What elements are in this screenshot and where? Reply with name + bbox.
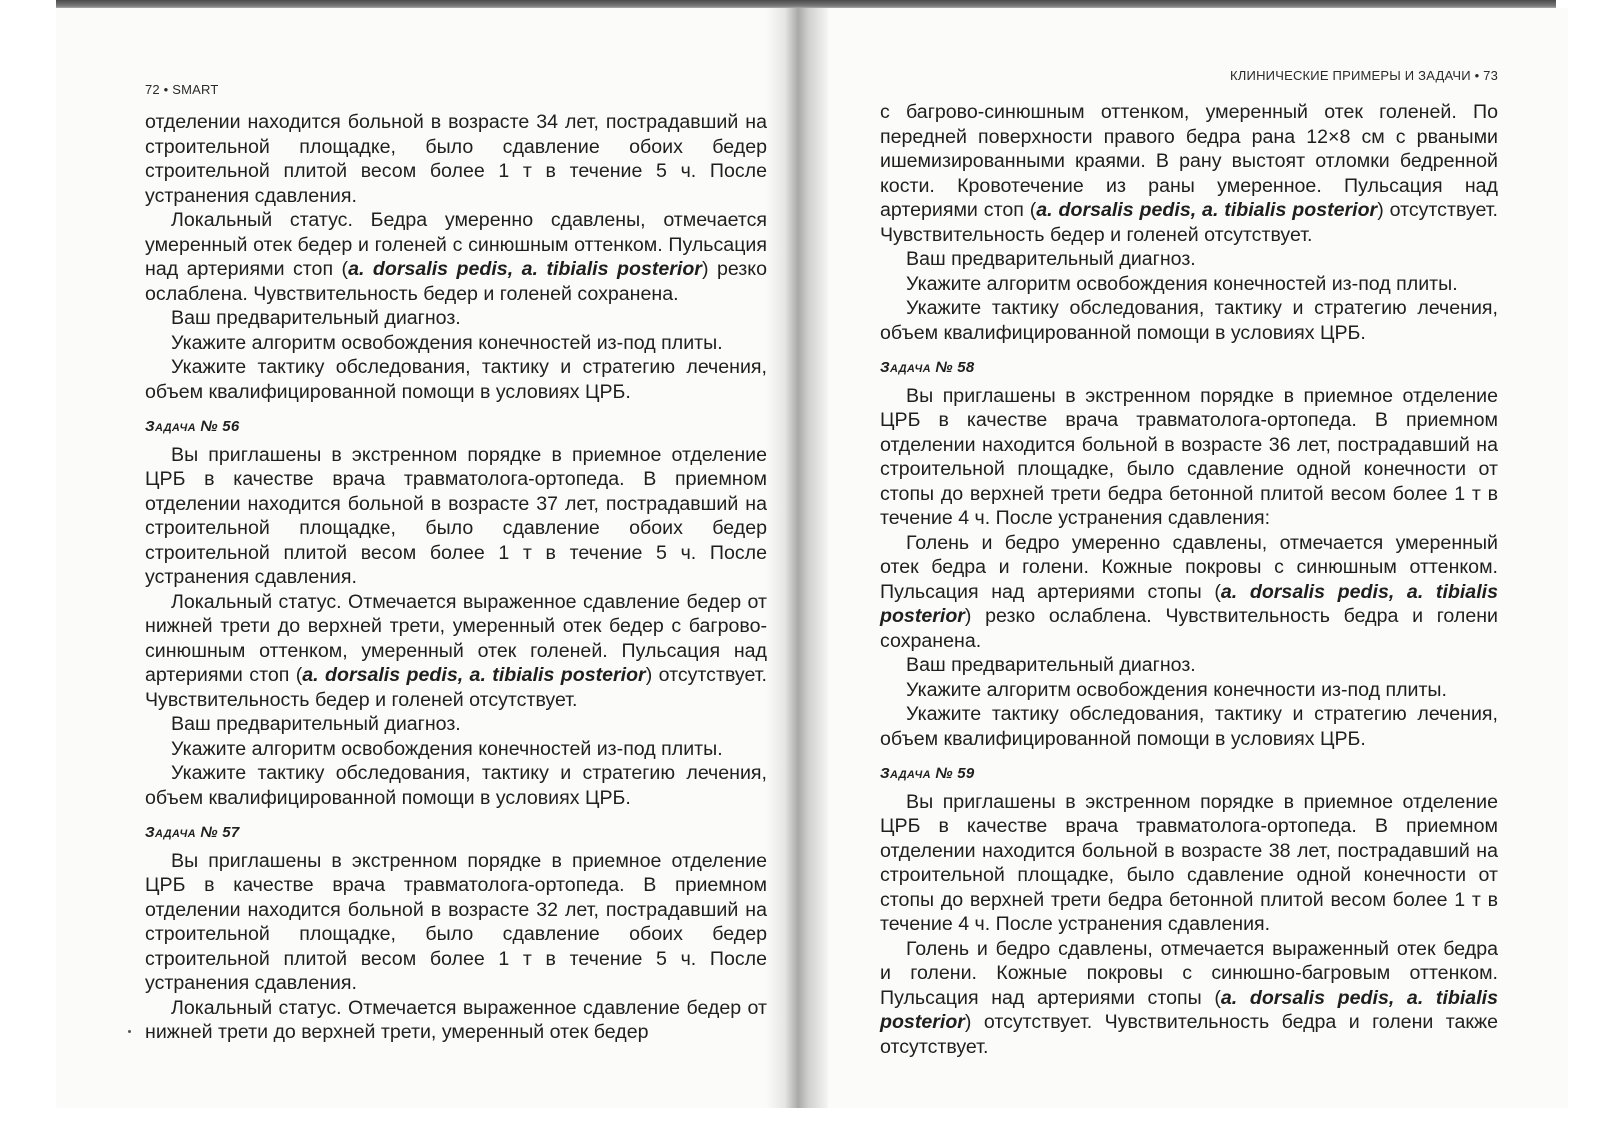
paragraph <box>880 678 1498 703</box>
paragraph-text: Ваш предварительный диагноз. <box>906 248 1196 270</box>
paragraph <box>145 331 767 356</box>
paragraph-text: Локальный статус. Отмечается выраженное сдавление бедер от нижней трети до верхней трети, умеренный отек бедер <box>145 996 767 1043</box>
paragraph-text: Укажите тактику обследования, тактику и стратегию лечения, объем квалифицированной помощи в условиях ЦРБ. <box>880 297 1498 344</box>
paragraph <box>880 531 1498 654</box>
paragraph-text: Ваш предварительный диагноз. <box>171 713 461 735</box>
paragraph-text: Локальный статус. Бедра умеренно сдавлены, отмечается умеренный отек бедер и голеней с синюшным оттенком. Пульсация над артериями стоп ( <box>145 209 767 280</box>
paragraph-text: Ваш предварительный диагноз. <box>171 307 461 329</box>
paragraph-text: Укажите алгоритм освобождения конечности из-под плиты. <box>906 678 1447 701</box>
latin-term: a. dorsalis pedis, a. tibialis posterior <box>1036 199 1378 221</box>
paragraph <box>145 110 767 208</box>
paragraph <box>145 849 767 996</box>
paragraph <box>880 296 1498 345</box>
paragraph-text-after: ) отсутствует. Чувствительность бедер и голеней отсутствует. <box>880 199 1498 246</box>
paragraph <box>145 443 767 590</box>
book-gutter <box>766 8 828 1108</box>
paragraph <box>145 712 767 737</box>
task-heading <box>145 821 767 846</box>
left-running-head: 72 • SMART <box>145 82 219 97</box>
latin-term: a. dorsalis pedis, a. tibialis posterior <box>880 580 1498 627</box>
paragraph <box>880 653 1498 678</box>
paragraph-text: Укажите тактику обследования, тактику и стратегию лечения, объем квалифицированной помощи в условиях ЦРБ. <box>145 762 767 809</box>
paragraph-text: Вы приглашены в экстренном порядке в приемное отделение ЦРБ в качестве врача травматолога-ортопеда. В приемном отделении находится больной в возрасте 32 лет, пострадавший на строительной площадке, было сдавление обоих бедер строительной плитой весом более 1 т в течение 5 ч. После устранения сдавления. <box>145 849 767 994</box>
paragraph-text-after: ) резко ослаблена. Чувствительность бедер и голеней сохранена. <box>145 258 767 305</box>
paragraph-text: Укажите алгоритм освобождения конечностей из-под плиты. <box>171 331 723 354</box>
latin-term: a. dorsalis pedis, a. tibialis posterior <box>348 258 702 280</box>
paragraph-text: Локальный статус. Отмечается выраженное сдавление бедер от нижней трети до верхней трети, умеренный отек бедер с багрово-синюшным оттенком, умеренный отек голеней. Пульсация над артериями стоп ( <box>145 590 767 686</box>
paragraph-text: Вы приглашены в экстренном порядке в приемное отделение ЦРБ в качестве врача травматолога-ортопеда. В приемном отделении находится больной в возрасте 38 лет, пострадавший на строительной площадке, было сдавление одной конечности от стопы до верхней трети бедра бетонной плитой весом более 1 т в течение 4 ч. После устранения сдавления. <box>880 790 1498 935</box>
right-page-text <box>880 100 1498 1059</box>
right-running-head: КЛИНИЧЕСКИЕ ПРИМЕРЫ И ЗАДАЧИ • 73 <box>1230 68 1498 83</box>
left-page-text <box>145 110 767 1045</box>
paragraph-text: Вы приглашены в экстренном порядке в приемное отделение ЦРБ в качестве врача травматолога-ортопеда. В приемном отделении находится больной в возрасте 37 лет, пострадавший на строительной площадке, было сдавление обоих бедер строительной плитой весом более 1 т в течение 5 ч. После устранения сдавления. <box>145 443 767 588</box>
task-heading <box>880 762 1498 787</box>
paragraph <box>145 761 767 810</box>
paragraph-text: отделении находится больной в возрасте 34 лет, пострадавший на строительной площадке, было сдавление обоих бедер строительной плитой весом более 1 т в течение 5 ч. После устранения сдавления. <box>145 111 767 207</box>
paragraph <box>880 272 1498 297</box>
paragraph <box>145 355 767 404</box>
task-heading-label: Задача № 57 <box>145 824 240 841</box>
paragraph-text-after: ) резко ослаблена. Чувствительность бедра и голени сохранена. <box>880 605 1498 652</box>
paragraph <box>145 208 767 306</box>
paragraph-text: Голень и бедро умеренно сдавлены, отмечается умеренный отек бедра и голени. Кожные покровы с синюшным оттенком. Пульсация над артериями стопы ( <box>880 531 1498 603</box>
paragraph <box>145 737 767 762</box>
scan-speck <box>128 1030 131 1033</box>
paragraph-text: Укажите тактику обследования, тактику и стратегию лечения, объем квалифицированной помощи в условиях ЦРБ. <box>880 703 1498 750</box>
paragraph <box>880 702 1498 751</box>
paragraph-text: с багрово-синюшным оттенком, умеренный отек голеней. По передней поверхности правого бедра рана 12×8 см с рваными ишемизированными краями. В рану выстоят отломки бедренной кости. Кровотечение из раны умеренное. Пульсация над артериями стоп ( <box>880 101 1498 221</box>
paragraph-text: Укажите алгоритм освобождения конечностей из-под плиты. <box>171 737 723 760</box>
paragraph <box>145 590 767 713</box>
task-heading <box>145 415 767 440</box>
task-heading-label: Задача № 59 <box>880 765 975 782</box>
latin-term: a. dorsalis pedis, a. tibialis posterior <box>302 664 646 686</box>
paragraph-text: Укажите алгоритм освобождения конечностей из-под плиты. <box>906 272 1458 295</box>
paragraph-text-after: ) отсутствует. Чувствительность бедер и голеней отсутствует. <box>145 664 767 711</box>
task-heading-label: Задача № 56 <box>145 418 240 435</box>
paragraph <box>145 996 767 1045</box>
paragraph <box>880 100 1498 247</box>
task-heading-label: Задача № 58 <box>880 359 975 376</box>
paragraph <box>880 247 1498 272</box>
paragraph-text: Голень и бедро сдавлены, отмечается выраженный отек бедра и голени. Кожные покровы с синюшно-багровым оттенком. Пульсация над артериями стопы ( <box>880 937 1498 1009</box>
paragraph <box>880 790 1498 937</box>
paragraph-text: Ваш предварительный диагноз. <box>906 654 1196 676</box>
paragraph-text: Вы приглашены в экстренном порядке в приемное отделение ЦРБ в качестве врача травматолога-ортопеда. В приемном отделении находится больной в возрасте 36 лет, пострадавший на строительной площадке, было сдавление одной конечности от стопы до верхней трети бедра бетонной плитой весом более 1 т в течение 4 ч. После устранения сдавления: <box>880 384 1498 529</box>
paragraph <box>145 306 767 331</box>
paragraph <box>880 384 1498 531</box>
paragraph <box>880 937 1498 1060</box>
task-heading <box>880 356 1498 381</box>
latin-term: a. dorsalis pedis, a. tibialis posterior <box>880 986 1498 1033</box>
paragraph-text: Укажите тактику обследования, тактику и стратегию лечения, объем квалифицированной помощи в условиях ЦРБ. <box>145 356 767 403</box>
paragraph-text-after: ) отсутствует. Чувствительность бедра и голени также отсутствует. <box>880 1011 1498 1058</box>
